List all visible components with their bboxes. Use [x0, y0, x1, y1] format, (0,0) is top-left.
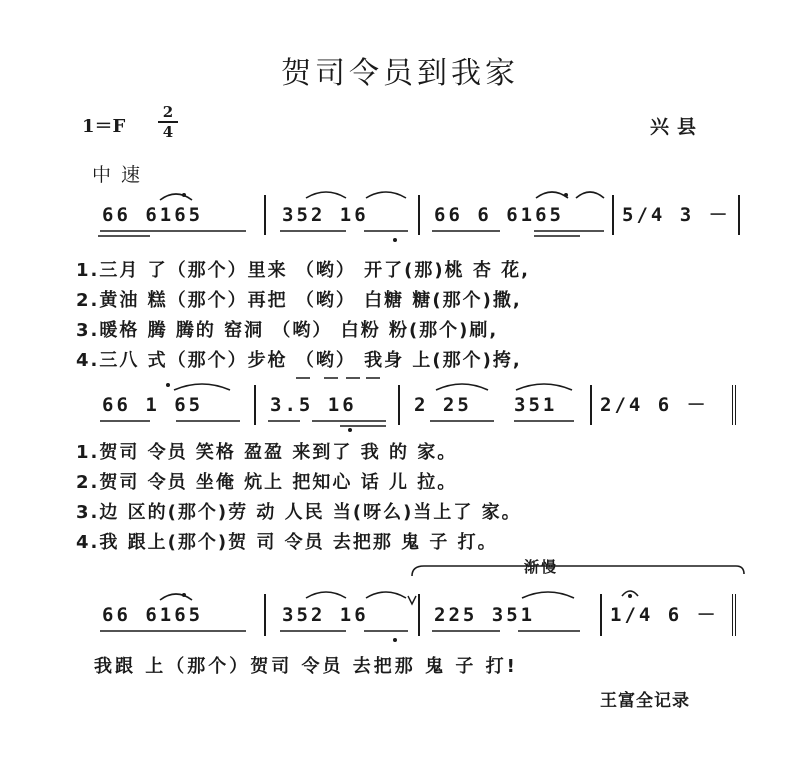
slur — [522, 592, 574, 598]
beam — [268, 421, 386, 426]
octave-dot — [393, 238, 397, 242]
lyric-line: 我跟 上（那个）贺司 令员 去把那 鬼 子 打! — [94, 656, 518, 677]
octave-dot — [393, 638, 397, 642]
key-signature: 1＝F — [82, 116, 126, 137]
lyric-line: 1.贺司 令员 笑格 盈盈 来到了 我 的 家。 — [76, 442, 458, 463]
measure-3: 225 351 — [434, 604, 536, 626]
slur — [306, 192, 346, 198]
slur — [160, 594, 192, 600]
ritardando-bracket — [412, 566, 744, 576]
measure-3: 66 6 6165 — [434, 204, 564, 226]
transcriber-credit: 王富全记录 — [600, 691, 690, 711]
beam — [98, 231, 246, 236]
slur — [516, 384, 572, 390]
measure-2: 352 16 — [282, 204, 369, 226]
octave-dot — [182, 193, 186, 197]
fermata-dot — [628, 594, 632, 598]
lyric-line: 4.三八 式（那个）步枪 （哟） 我身 上(那个)挎, — [76, 350, 522, 371]
slur — [160, 194, 192, 200]
tempo-marking: 中速 — [92, 164, 151, 186]
octave-dot — [166, 383, 170, 387]
octave-dot — [348, 428, 352, 432]
slur — [174, 384, 230, 390]
lyric-line: 3.边 区的(那个)劳 动 人民 当(呀么)当上了 家。 — [76, 502, 522, 523]
slur — [366, 192, 406, 198]
lyric-line: 2.黄油 糕（那个）再把 （哟） 白糖 糖(那个)撒, — [76, 290, 522, 311]
measure-2: 352 16 — [282, 604, 369, 626]
time-signature-bottom: 4 — [162, 123, 174, 141]
slur — [536, 192, 568, 198]
lyric-line: 4.我 跟上(那个)贺 司 令员 去把那 鬼 子 打。 — [76, 532, 498, 553]
measure-4: 5/4 3 － — [622, 204, 731, 226]
slur — [366, 592, 406, 598]
region-label: 兴县 — [650, 116, 705, 138]
lyric-line: 3.暖格 腾 腾的 窑洞 （哟） 白粉 粉(那个)刷, — [76, 320, 499, 341]
breath-mark — [408, 596, 416, 604]
measure-5: 2/4 6 － — [600, 394, 709, 416]
measure-3: 2 25 — [414, 394, 472, 416]
slur — [306, 592, 346, 598]
measure-4: 351 — [514, 394, 558, 416]
octave-dot — [564, 193, 568, 197]
slur — [576, 192, 604, 198]
time-signature-top: 2 — [162, 103, 174, 121]
measure-1: 66 6165 — [102, 204, 204, 226]
measure-4: 1/4 6 － — [610, 604, 719, 626]
measure-1: 66 6165 — [102, 604, 204, 626]
lyric-line: 1.三月 了（那个）里来 （哟） 开了(那)桃 杏 花, — [76, 260, 530, 281]
ritardando-label: 渐慢 — [520, 556, 562, 577]
beam — [432, 231, 604, 236]
measure-1: 66 1 65 — [102, 394, 204, 416]
octave-dot — [182, 593, 186, 597]
measure-2: 3.5 16 — [270, 394, 357, 416]
song-title: 贺司令员到我家 — [281, 56, 519, 91]
slur — [436, 384, 488, 390]
lyric-line: 2.贺司 令员 坐俺 炕上 把知心 话 儿 拉。 — [76, 472, 458, 493]
